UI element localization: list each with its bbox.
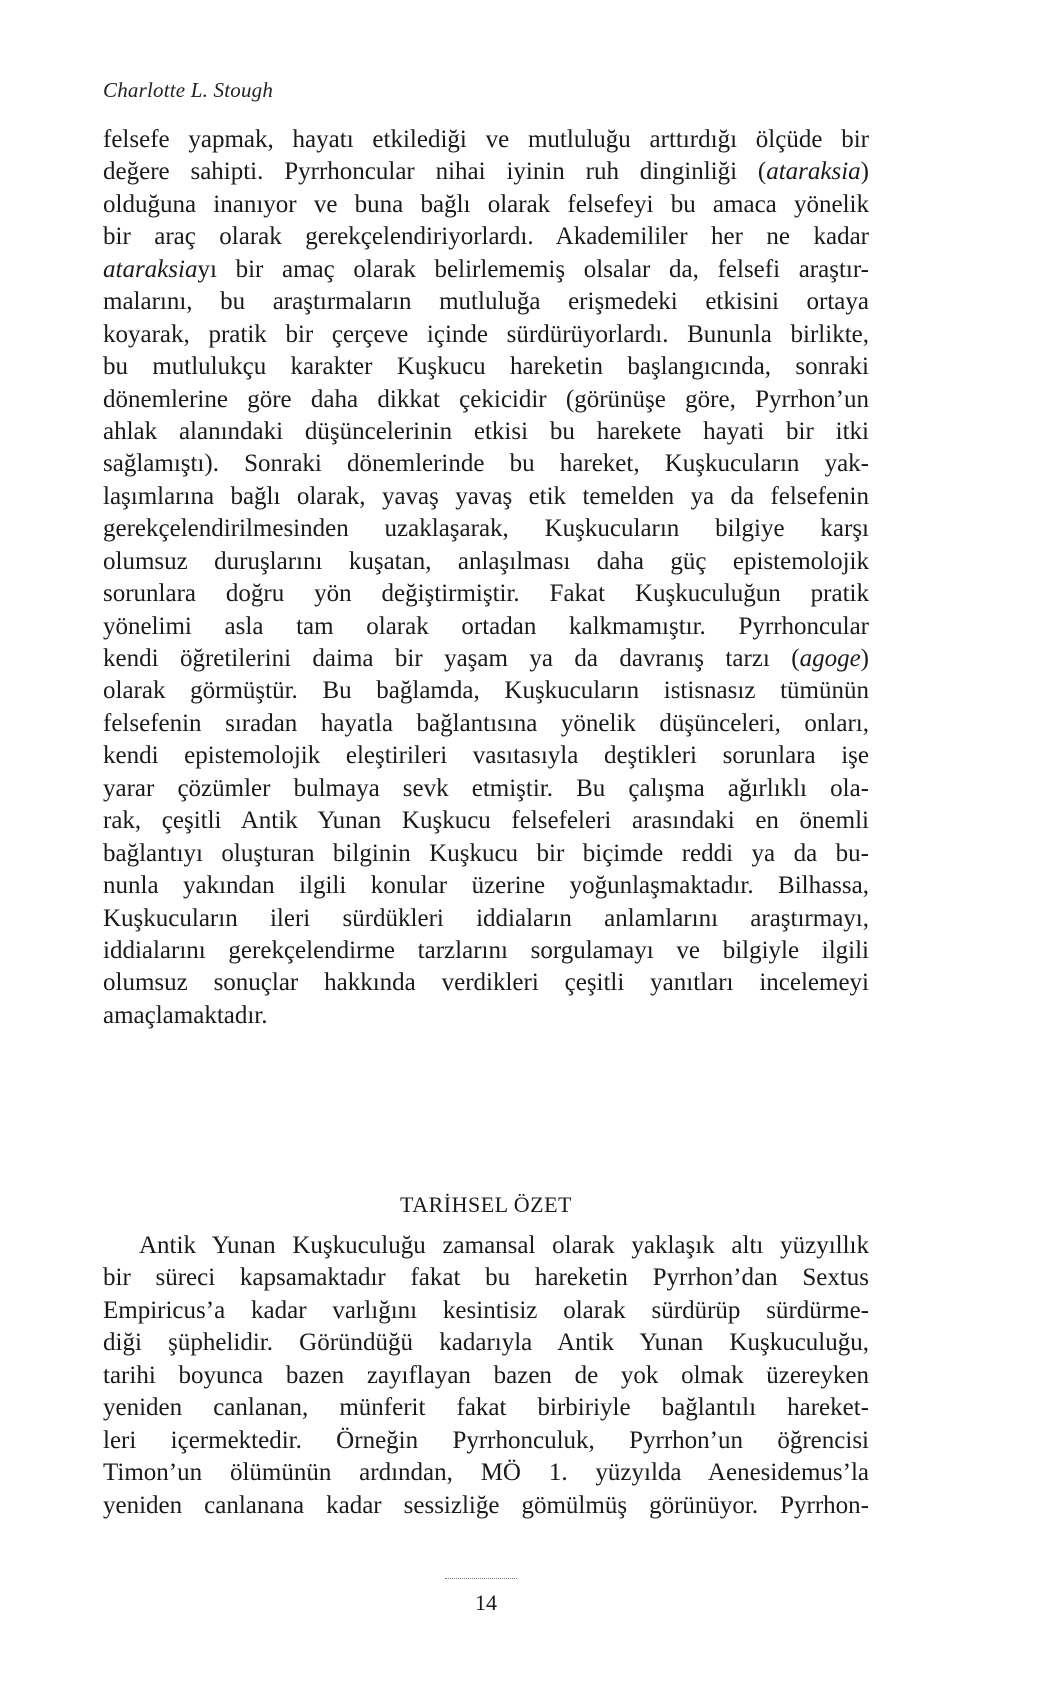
text-line: diği şüphelidir. Göründüğü kadarıyla Antik Yunan Kuşkuculuğu, [103,1329,869,1357]
paragraph-intro [103,124,869,1032]
text-line: yarar çözümler bulmaya sevk etmiştir. Bu çalışma ağırlıklı ola- [103,774,869,802]
text-line: Kuşkucuların ileri sürdükleri iddiaların anlamlarını araştırmayı, [103,904,869,932]
text-line: felsefe yapmak, hayatı etkilediği ve mutluluğu arttırdığı ölçüde bir [103,126,869,153]
running-head-author: Charlotte L. Stough [103,78,274,102]
text-line: amaçlamaktadır. [103,1001,268,1029]
text-line: yeniden canlanan, münferit fakat birbiriyle bağlantılı hareket- [103,1394,869,1422]
text-line: laşımlarına bağlı olarak, yavaş yavaş etik temelden ya da felsefenin [103,482,869,510]
text-line: bir araç olarak gerekçelendiriyorlardı. Akademililer her ne kadar [103,223,869,251]
text-line: Empiricus’a kadar varlığını kesintisiz olarak sürdürüp sürdürme- [103,1296,869,1324]
text-line: kendi öğretilerini daima bir yaşam ya da davranış tarzı (agoge) [103,645,869,672]
text-line: tarihi boyunca bazen zayıflayan bazen de yok olmak üzereyken [103,1361,869,1389]
italic-term-ataraksia: ataraksia [766,158,861,186]
text-line: iddialarını gerekçelendirme tarzlarını sorgulamayı ve bilgiyle ilgili [103,936,869,964]
text-line: bu mutlulukçu karakter Kuşkucu hareketin başlangıcında, sonraki [103,353,869,381]
text-line: olduğuna inanıyor ve buna bağlı olarak felsefeyi bu amaca yönelik [103,190,869,218]
text-line: sağlamıştı). Sonraki dönemlerinde bu hareket, Kuşkucuların yak- [103,450,869,478]
text-line: Timon’un ölümünün ardından, MÖ 1. yüzyılda Aenesidemus’la [103,1459,869,1487]
text-line: ataraksiayı bir amaç olarak belirlememiş olsalar da, felsefi araştır- [103,255,869,283]
text-line: yeniden canlanana kadar sessizliğe gömülmüş görünüyor. Pyrrhon- [103,1491,869,1519]
footer-divider [445,1578,517,1579]
text-line: leri içermektedir. Örneğin Pyrrhonculuk, Pyrrhon’un öğrencisi [103,1426,869,1454]
text-line: kendi epistemolojik eleştirileri vasıtasıyla deştikleri sorunlara işe [103,742,869,770]
italic-term-ataraksia: ataraksia [103,255,198,283]
text-line: yönelimi asla tam olarak ortadan kalkmamıştır. Pyrrhoncular [103,612,869,640]
text-line: rak, çeşitli Antik Yunan Kuşkucu felsefeleri arasındaki en önemli [103,807,869,835]
page-number: 14 [475,1590,497,1615]
text-line: nunla yakından ilgili konular üzerine yoğunlaşmaktadır. Bilhassa, [103,872,869,900]
text-line: felsefenin sıradan hayatla bağlantısına yönelik düşünceleri, onları, [103,709,869,737]
text-line: dönemlerine göre daha dikkat çekicidir (görünüşe göre, Pyrrhon’un [103,385,869,413]
paragraph-historical-summary [103,1230,869,1522]
text-line: olarak görmüştür. Bu bağlamda, Kuşkucuların istisnasız tümünün [103,677,869,705]
text-line: olumsuz sonuçlar hakkında verdikleri çeşitli yanıtları incelemeyi [103,969,869,997]
text-line: bağlantıyı oluşturan bilginin Kuşkucu bir biçimde reddi ya da bu- [103,839,869,867]
section-heading: TARİHSEL ÖZET [400,1192,572,1217]
text-line: koyarak, pratik bir çerçeve içinde sürdürüyorlardı. Bununla birlikte, [103,320,869,348]
text-line: Antik Yunan Kuşkuculuğu zamansal olarak yaklaşık altı yüzyıllık [139,1232,869,1259]
text-line: bir süreci kapsamaktadır fakat bu hareketin Pyrrhon’dan Sextus [103,1264,869,1292]
text-line: değere sahipti. Pyrrhoncular nihai iyinin ruh dinginliği (ataraksia) [103,158,869,186]
text-line: olumsuz duruşlarını kuşatan, anlaşılması daha güç epistemolojik [103,547,869,575]
italic-term-agoge: agoge [799,645,861,672]
text-line: ahlak alanındaki düşüncelerinin etkisi bu harekete hayati bir itki [103,417,869,445]
text-line: sorunlara doğru yön değiştirmiştir. Fakat Kuşkuculuğun pratik [103,580,869,608]
text-line: gerekçelendirilmesinden uzaklaşarak, Kuşkucuların bilgiye karşı [103,515,869,543]
text-line: malarını, bu araştırmaların mutluluğa erişmedeki etkisini ortaya [103,288,869,316]
